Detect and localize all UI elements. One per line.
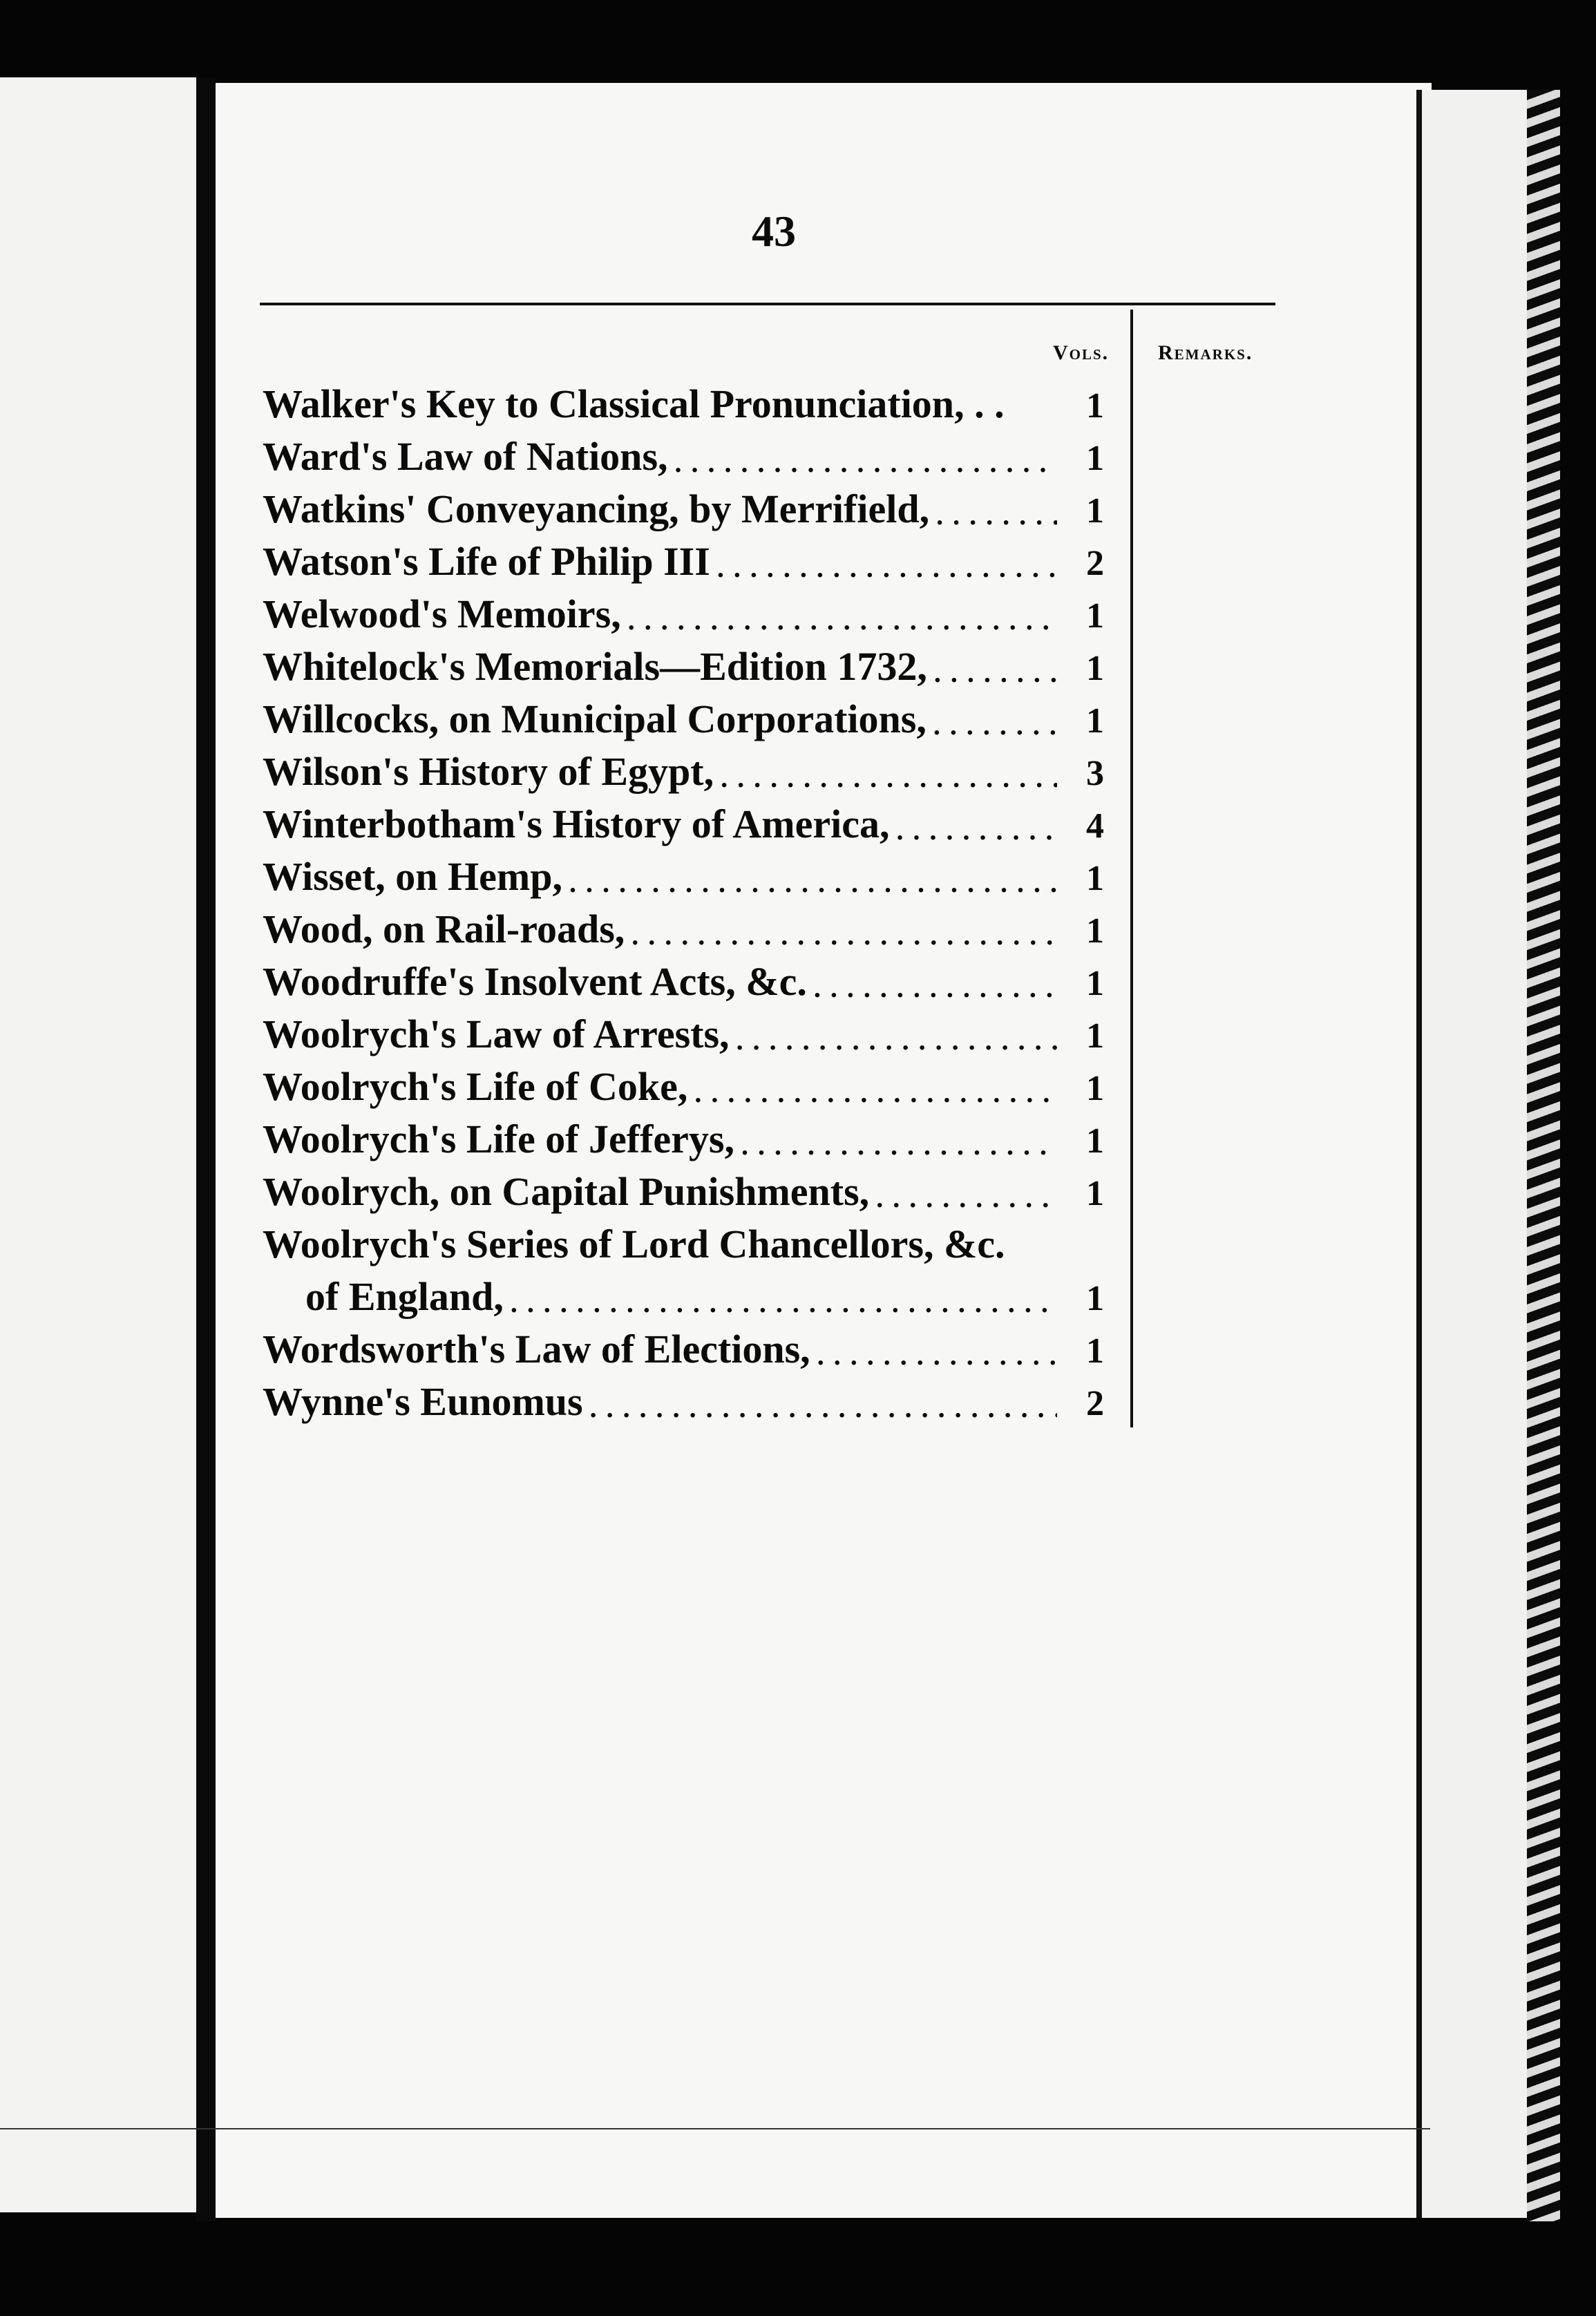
entry-title: Walker's Key to Classical Pronunciation, . . [263, 381, 1005, 426]
page-edge-marbling [1527, 90, 1560, 2232]
page-fold-line [1416, 90, 1422, 2218]
dot-leader [936, 502, 1057, 529]
entry-title: Wynne's Eunomus [263, 1379, 583, 1424]
catalog-entry [263, 372, 1126, 424]
entry-title: Willcocks, on Municipal Corporations, [263, 696, 927, 741]
catalog-entry [263, 739, 1126, 792]
catalog-entry [263, 949, 1126, 1002]
entry-vols: 1 [1086, 1174, 1104, 1213]
catalog-entry-list [263, 372, 1126, 1422]
entry-title: Whitelock's Memorials—Edition 1732, [263, 644, 927, 689]
catalog-entry [263, 792, 1126, 844]
catalog-entry [263, 1054, 1126, 1107]
dot-leader [675, 449, 1057, 477]
entry-vols: 1 [1086, 1331, 1104, 1371]
book-spine [196, 77, 216, 2226]
dot-leader [741, 1132, 1057, 1159]
dot-leader [569, 869, 1057, 897]
entry-vols: 1 [1086, 649, 1104, 688]
catalog-entry [263, 1212, 1126, 1264]
dot-leader [814, 974, 1057, 1002]
entry-title: Woolrych's Series of Lord Chancellors, &c. [263, 1222, 1005, 1266]
dot-leader [933, 712, 1057, 739]
dot-leader [631, 922, 1057, 949]
catalog-entry [263, 634, 1126, 687]
scan-border-bottom [0, 2221, 1596, 2316]
catalog-entry [263, 1264, 1126, 1317]
entry-title: of England, [305, 1274, 504, 1319]
dot-leader [717, 554, 1057, 582]
entry-vols: 1 [1086, 439, 1104, 478]
catalog-entry [263, 1107, 1126, 1159]
dot-leader [817, 1342, 1057, 1369]
entry-vols: 1 [1086, 701, 1104, 741]
page-number: 43 [752, 207, 796, 256]
catalog-entry [263, 1002, 1126, 1054]
dot-leader [896, 817, 1057, 844]
entry-vols: 1 [1086, 1016, 1104, 1056]
catalog-entry [263, 424, 1126, 477]
entry-title: Wisset, on Hemp, [263, 854, 562, 899]
catalog-entry [263, 582, 1126, 634]
dot-leader [694, 1079, 1057, 1107]
entry-title: Woodruffe's Insolvent Acts, &c. [263, 959, 807, 1004]
entry-title: Woolrych's Law of Arrests, [263, 1012, 730, 1056]
header-rule [260, 303, 1275, 305]
entry-vols: 1 [1086, 1069, 1104, 1108]
entry-title: Woolrych's Life of Coke, [263, 1064, 688, 1109]
dot-leader [628, 607, 1057, 634]
vols-column-header: Vols. [1053, 341, 1110, 364]
entry-vols: 2 [1086, 544, 1104, 583]
catalog-entry [263, 529, 1126, 582]
catalog-entry [263, 1317, 1126, 1369]
adjacent-page-edge [1422, 90, 1532, 2218]
catalog-entry [263, 687, 1126, 739]
dot-leader [934, 659, 1057, 687]
column-divider [1130, 310, 1133, 1427]
catalog-entry [263, 477, 1126, 529]
entry-vols: 3 [1086, 754, 1104, 793]
entry-vols: 1 [1086, 859, 1104, 898]
scan-artifact-line [0, 2128, 1430, 2129]
entry-title: Wilson's History of Egypt, [263, 749, 714, 794]
dot-leader [737, 1027, 1057, 1054]
remarks-column-header: Remarks. [1158, 341, 1253, 364]
entry-vols: 2 [1086, 1384, 1104, 1423]
entry-vols: 1 [1086, 1279, 1104, 1318]
entry-vols: 1 [1086, 1121, 1104, 1161]
entry-vols: 1 [1086, 491, 1104, 531]
catalog-entry [263, 897, 1126, 949]
entry-title: Woolrych, on Capital Punishments, [263, 1169, 870, 1214]
entry-title: Winterbotham's History of America, [263, 801, 890, 846]
entry-vols: 4 [1086, 806, 1104, 846]
dot-leader [590, 1394, 1057, 1422]
entry-title: Wood, on Rail-roads, [263, 907, 625, 951]
catalog-entry [263, 1159, 1126, 1212]
dot-leader [876, 1184, 1057, 1212]
entry-vols: 1 [1086, 386, 1104, 426]
entry-vols: 1 [1086, 964, 1104, 1003]
entry-title: Ward's Law of Nations, [263, 434, 668, 479]
entry-title: Welwood's Memoirs, [263, 591, 621, 636]
entry-vols: 1 [1086, 596, 1104, 636]
catalog-entry [263, 844, 1126, 897]
entry-title: Watkins' Conveyancing, by Merrifield, [263, 486, 930, 531]
entry-title: Wordsworth's Law of Elections, [263, 1327, 810, 1371]
dot-leader [511, 1289, 1057, 1317]
left-page [0, 77, 200, 2212]
entry-title: Woolrych's Life of Jefferys, [263, 1117, 734, 1161]
dot-leader [721, 764, 1057, 792]
entry-vols: 1 [1086, 911, 1104, 951]
catalog-entry [263, 1369, 1126, 1422]
entry-title: Watson's Life of Philip III [263, 539, 710, 584]
